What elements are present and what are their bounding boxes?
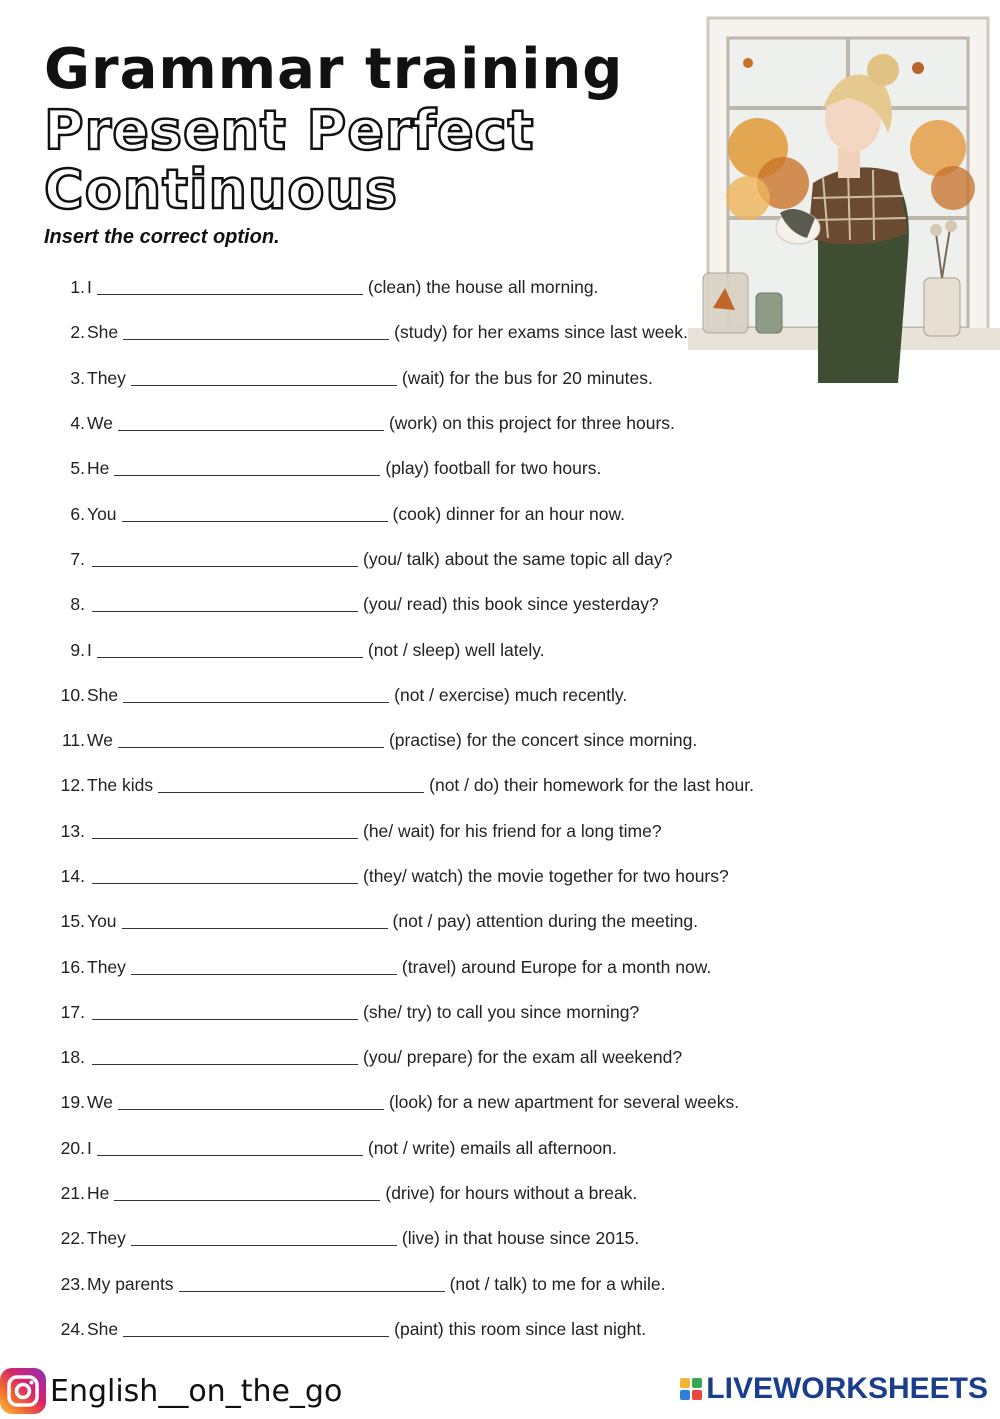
exercise-subject: You	[87, 503, 117, 524]
exercise-subject: I	[87, 1137, 92, 1158]
instagram-credit	[0, 1368, 342, 1414]
answer-blank[interactable]	[123, 1322, 389, 1337]
exercise-number: 8.	[70, 594, 85, 615]
exercise-prompt: (drive) for hours without a break.	[385, 1183, 638, 1204]
answer-blank[interactable]	[92, 597, 358, 612]
exercise-subject: She	[87, 1318, 119, 1339]
exercise-prompt: (live) in that house since 2015.	[401, 1228, 640, 1249]
exercise-number: 10.	[60, 684, 85, 705]
answer-blank[interactable]	[92, 824, 358, 839]
exercise-item	[40, 537, 800, 582]
answer-blank[interactable]	[123, 688, 389, 703]
instagram-handle: English__on_the_go	[50, 1373, 343, 1409]
exercise-subject: The kids	[87, 775, 154, 796]
exercise-subject: He	[87, 458, 110, 479]
exercise-number: 19.	[60, 1092, 85, 1113]
exercise-list	[40, 265, 800, 1352]
exercise-number: 2.	[70, 322, 85, 343]
answer-blank[interactable]	[92, 552, 358, 567]
exercise-number: 5.	[70, 458, 85, 479]
exercise-item	[40, 1307, 800, 1352]
exercise-subject: They	[87, 956, 126, 977]
exercise-number: 17.	[60, 1001, 85, 1022]
exercise-prompt: (you/ read) this book since yesterday?	[363, 594, 659, 615]
answer-blank[interactable]	[97, 280, 363, 295]
exercise-item	[40, 1080, 800, 1125]
exercise-number: 22.	[60, 1228, 85, 1249]
answer-blank[interactable]	[118, 1095, 384, 1110]
subtitle-continuous: Continuous	[44, 158, 399, 221]
exercise-subject: We	[87, 1092, 113, 1113]
answer-blank[interactable]	[131, 1231, 397, 1246]
exercise-subject: They	[87, 367, 126, 388]
answer-blank[interactable]	[179, 1277, 445, 1292]
exercise-item	[40, 582, 800, 627]
exercise-number: 13.	[60, 820, 85, 841]
exercise-item	[40, 809, 800, 854]
exercise-item	[40, 718, 800, 763]
exercise-subject: You	[87, 911, 117, 932]
exercise-prompt: (look) for a new apartment for several weeks.	[388, 1092, 740, 1113]
exercise-prompt: (cook) dinner for an hour now.	[392, 503, 626, 524]
exercise-number: 21.	[60, 1183, 85, 1204]
exercise-prompt: (practise) for the concert since morning.	[388, 730, 698, 751]
answer-blank[interactable]	[122, 914, 388, 929]
exercise-item	[40, 673, 800, 718]
exercise-subject: We	[87, 730, 113, 751]
exercise-item	[40, 854, 800, 899]
exercise-number: 9.	[70, 639, 85, 660]
exercise-subject: I	[87, 639, 92, 660]
exercise-number: 11.	[61, 730, 85, 751]
exercise-item	[40, 1216, 800, 1261]
exercise-prompt: (not / write) emails all afternoon.	[367, 1137, 617, 1158]
exercise-item	[40, 944, 800, 989]
exercise-prompt: (wait) for the bus for 20 minutes.	[401, 367, 653, 388]
exercise-prompt: (paint) this room since last night.	[394, 1318, 647, 1339]
exercise-prompt: (they/ watch) the movie together for two hours?	[363, 866, 729, 886]
exercise-prompt: (you/ talk) about the same topic all day?	[363, 548, 673, 569]
exercise-prompt: (play) football for two hours.	[385, 458, 602, 479]
brand-name: LIVEWORKSHEETS	[706, 1372, 988, 1405]
exercise-item	[40, 1035, 800, 1080]
exercise-number: 20.	[60, 1137, 85, 1158]
exercise-item	[40, 1171, 800, 1216]
exercise-prompt: (work) on this project for three hours.	[388, 413, 675, 434]
answer-blank[interactable]	[92, 869, 358, 884]
exercise-subject: We	[87, 413, 113, 434]
subtitle-present-perfect: Present Perfect	[44, 99, 535, 162]
exercise-subject: My parents	[87, 1273, 174, 1294]
answer-blank[interactable]	[118, 733, 384, 748]
exercise-subject: They	[87, 1228, 126, 1249]
exercise-number: 3.	[70, 367, 85, 388]
answer-blank[interactable]	[122, 507, 388, 522]
answer-blank[interactable]	[97, 643, 363, 658]
exercise-number: 4.	[70, 413, 85, 434]
exercise-prompt: (not / sleep) well lately.	[367, 639, 545, 660]
answer-blank[interactable]	[158, 778, 424, 793]
exercise-prompt: (not / exercise) much recently.	[394, 684, 628, 705]
exercise-prompt: (not / pay) attention during the meeting.	[392, 911, 698, 932]
exercise-item	[40, 356, 800, 401]
answer-blank[interactable]	[97, 1141, 363, 1156]
exercise-number: 7.	[70, 548, 85, 569]
exercise-prompt: (study) for her exams since last week.	[394, 322, 688, 343]
liveworksheets-logo-icon	[680, 1378, 702, 1400]
exercise-item	[40, 899, 800, 944]
exercise-prompt: (travel) around Europe for a month now.	[401, 956, 712, 977]
exercise-item	[40, 990, 800, 1035]
exercise-prompt: (not / do) their homework for the last hour.	[429, 775, 755, 796]
answer-blank[interactable]	[131, 371, 397, 386]
exercise-number: 15.	[60, 911, 85, 932]
instruction-text: Insert the correct option.	[44, 226, 280, 248]
exercise-prompt: (she/ try) to call you since morning?	[363, 1001, 640, 1022]
exercise-prompt: (he/ wait) for his friend for a long time?	[363, 820, 662, 841]
exercise-prompt: (not / talk) to me for a while.	[449, 1273, 666, 1294]
exercise-item	[40, 446, 800, 491]
liveworksheets-brand	[680, 1372, 988, 1406]
answer-blank[interactable]	[123, 325, 389, 340]
exercise-number: 1.	[70, 277, 85, 298]
exercise-item	[40, 763, 800, 808]
answer-blank[interactable]	[114, 1186, 380, 1201]
exercise-prompt: (clean) the house all morning.	[367, 277, 599, 298]
exercise-subject: He	[87, 1183, 110, 1204]
exercise-number: 24.	[60, 1318, 85, 1339]
exercise-prompt: (you/ prepare) for the exam all weekend?	[363, 1047, 683, 1068]
answer-blank[interactable]	[118, 416, 384, 431]
exercise-item	[40, 401, 800, 446]
exercise-number: 14.	[60, 866, 85, 886]
exercise-item	[40, 265, 800, 310]
exercise-item	[40, 1126, 800, 1171]
exercise-number: 18.	[60, 1047, 85, 1068]
exercise-number: 6.	[70, 503, 85, 524]
exercise-subject: She	[87, 322, 119, 343]
page-title: Grammar training	[44, 37, 624, 102]
answer-blank[interactable]	[92, 1005, 358, 1020]
answer-blank[interactable]	[92, 1050, 358, 1065]
answer-blank[interactable]	[131, 960, 397, 975]
exercise-number: 12.	[60, 775, 85, 796]
exercise-number: 16.	[60, 956, 85, 977]
answer-blank[interactable]	[114, 461, 380, 476]
exercise-subject: I	[87, 277, 92, 298]
instagram-icon	[0, 1368, 46, 1414]
exercise-subject: She	[87, 684, 119, 705]
exercise-number: 23.	[60, 1273, 85, 1294]
exercise-item	[40, 627, 800, 672]
exercise-item	[40, 1262, 800, 1307]
exercise-item	[40, 310, 800, 355]
exercise-item	[40, 491, 800, 536]
